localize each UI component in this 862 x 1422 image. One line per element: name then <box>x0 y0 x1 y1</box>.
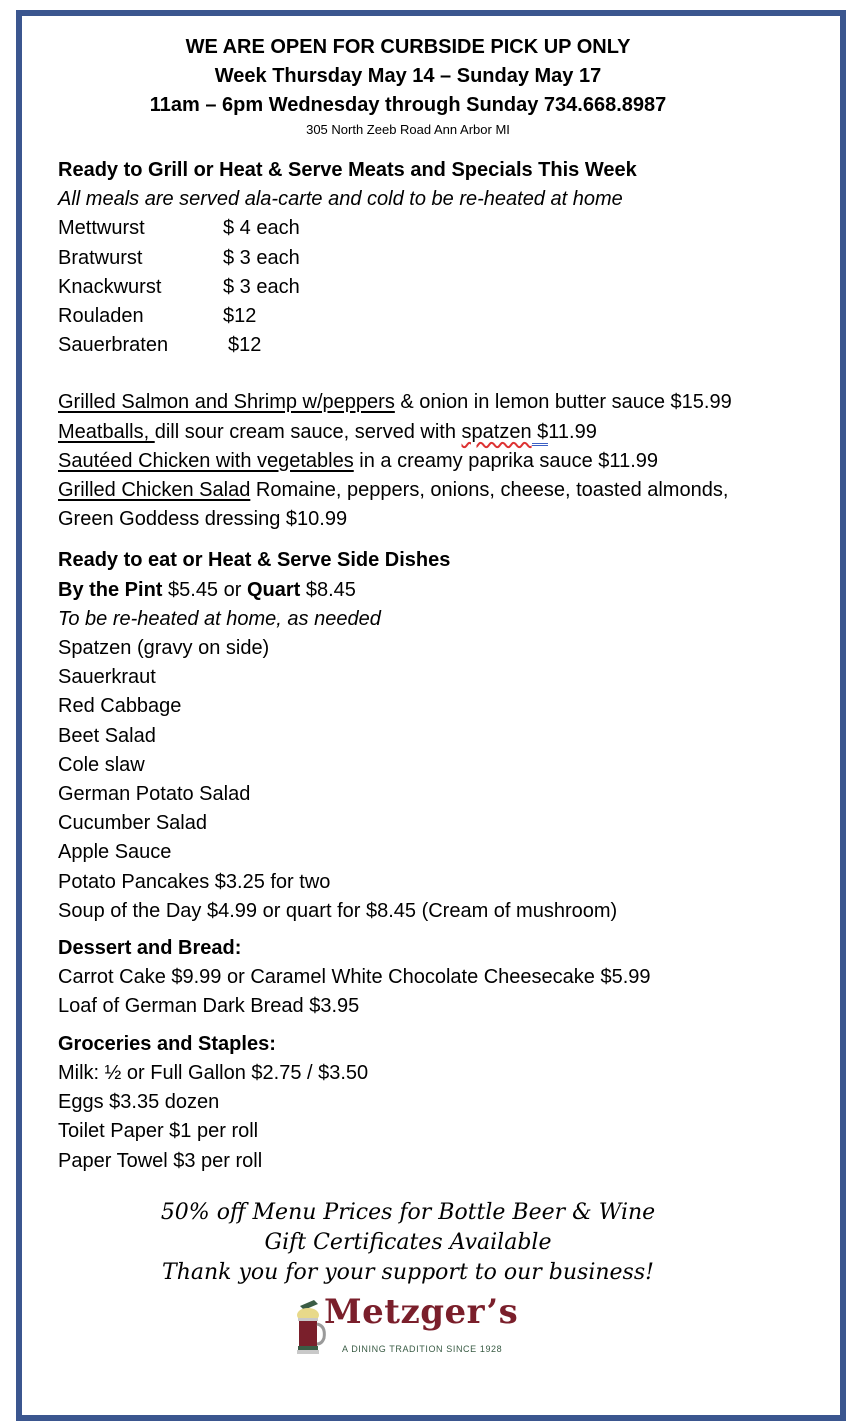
meats-subtitle: All meals are served ala-carte and cold to be re-heated at home <box>58 188 623 211</box>
meat-item <box>58 331 818 360</box>
groceries-title: Groceries and Staples: <box>58 1032 276 1055</box>
special-desc: & onion in lemon butter sauce $15.99 <box>394 391 732 414</box>
grocery-item: Milk: ½ or Full Gallon $2.75 / $3.50 <box>58 1061 369 1084</box>
footer-beer-wine: 50% off Menu Prices for Bottle Beer & Wine <box>160 1199 656 1225</box>
side-item: Beet Salad <box>58 724 156 747</box>
special-meatballs <box>58 418 818 447</box>
meat-item <box>58 302 818 331</box>
special-name: Meatballs, <box>58 420 155 443</box>
meat-item <box>58 244 818 273</box>
special-chicken-salad <box>58 476 818 505</box>
grocery-item: Eggs $3.35 dozen <box>58 1091 220 1114</box>
header-hours-phone: 11am – 6pm Wednesday through Sunday 734.668.8987 <box>149 94 667 116</box>
sides-pricing: By the Pint $5.45 or Quart $8.45 <box>58 578 356 601</box>
side-item: Cole slaw <box>58 753 145 776</box>
sides-title: Ready to eat or Heat & Serve Side Dishes <box>58 549 451 572</box>
grammar-mark: $ <box>532 421 549 446</box>
special-name: Grilled Salmon and Shrimp w/peppers <box>58 391 395 414</box>
side-item: Potato Pancakes $3.25 for two <box>58 870 331 893</box>
spellcheck-word: spatzen <box>461 420 532 443</box>
meats-title: Ready to Grill or Heat & Serve Meats and Specials This Week <box>58 159 637 181</box>
side-item: Spatzen (gravy on side) <box>58 637 270 660</box>
logo-name: Metzger’s <box>324 1292 519 1332</box>
header-week: Week Thursday May 14 – Sunday May 17 <box>214 65 602 87</box>
side-item: Sauerkraut <box>58 666 156 689</box>
meat-name: Mettwurst <box>58 217 145 240</box>
special-desc: in a creamy paprika sauce $11.99 <box>353 449 658 472</box>
side-item: Red Cabbage <box>58 695 182 718</box>
meat-price: $ 4 each <box>223 217 300 240</box>
special-name: Grilled Chicken Salad <box>58 479 251 502</box>
footer-gift-certificates: Gift Certificates Available <box>264 1229 552 1255</box>
metzgers-logo <box>280 1290 520 1360</box>
meat-name: Sauerbraten <box>58 334 169 357</box>
dessert-item: Loaf of German Dark Bread $3.95 <box>58 995 360 1018</box>
special-chicken-salad-cont: Green Goddess dressing $10.99 <box>58 508 348 531</box>
special-name: Sautéed Chicken with vegetables <box>58 449 354 472</box>
menu-content <box>58 16 818 1288</box>
meat-name: Rouladen <box>58 305 144 328</box>
meat-item <box>58 273 818 302</box>
meat-name: Knackwurst <box>58 275 162 298</box>
meat-name: Bratwurst <box>58 246 143 269</box>
side-item: Soup of the Day $4.99 or quart for $8.45 (Cream of mushroom) <box>58 899 618 922</box>
side-item: Cucumber Salad <box>58 812 207 835</box>
meat-price: $12 <box>223 305 257 328</box>
special-price: 11.99 <box>548 420 597 443</box>
header-open-notice: WE ARE OPEN FOR CURBSIDE PICK UP ONLY <box>185 36 631 58</box>
footer-thank-you: Thank you for your support to our business! <box>162 1259 654 1285</box>
logo-tagline: A DINING TRADITION SINCE 1928 <box>342 1344 503 1354</box>
special-desc: Romaine, peppers, onions, cheese, toasted almonds, <box>250 479 729 502</box>
meat-price: $ 3 each <box>223 275 300 298</box>
dessert-title: Dessert and Bread: <box>58 937 242 960</box>
sides-note: To be re-heated at home, as needed <box>58 607 381 630</box>
special-sauteed-chicken <box>58 447 818 476</box>
special-salmon-shrimp <box>58 388 818 417</box>
dessert-item: Carrot Cake $9.99 or Caramel White Chocolate Cheesecake $5.99 <box>58 966 651 989</box>
grocery-item: Toilet Paper $1 per roll <box>58 1120 259 1143</box>
grocery-item: Paper Towel $3 per roll <box>58 1149 263 1172</box>
special-desc: dill sour cream sauce, served with <box>154 420 462 443</box>
side-item: Apple Sauce <box>58 841 172 864</box>
meat-price: $ 3 each <box>223 246 300 269</box>
header-address: 305 North Zeeb Road Ann Arbor MI <box>306 122 510 137</box>
meat-item <box>58 214 818 243</box>
page-border <box>16 10 846 1421</box>
side-item: German Potato Salad <box>58 783 251 806</box>
meat-price: $12 <box>228 334 262 357</box>
